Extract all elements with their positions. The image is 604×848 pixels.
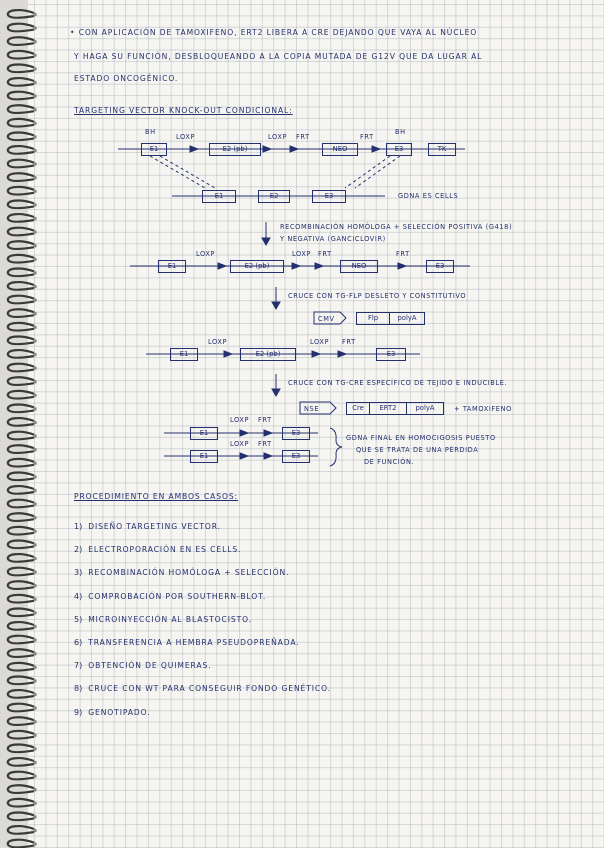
gdna-label: GDNA ES CELLS — [398, 192, 459, 200]
spiral-ring — [8, 405, 34, 413]
cre-polya: polyA — [406, 402, 444, 415]
d4a-exon-e1: E1 — [190, 427, 218, 440]
spiral-ring — [8, 731, 34, 739]
genome-exon-e1: E1 — [202, 190, 236, 203]
spiral-ring — [8, 459, 34, 467]
spiral-ring — [8, 785, 34, 793]
binding-hole — [33, 176, 37, 180]
spiral-ring — [8, 568, 34, 576]
spiral-ring — [8, 24, 34, 32]
spiral-ring — [8, 527, 34, 535]
binding-hole — [33, 81, 37, 85]
spiral-ring — [8, 173, 34, 181]
spiral-ring — [8, 486, 34, 494]
procedure-step-text: ELECTROPORACIÓN EN ES CELLS. — [88, 545, 242, 555]
binding-hole — [33, 26, 37, 30]
spiral-ring — [8, 364, 34, 372]
binding-hole — [33, 326, 37, 330]
d2-frt-2: FRT — [396, 250, 410, 258]
vector-exon-e2: E2 (pb) — [209, 143, 261, 156]
procedure-step-text: OBTENCIÓN DE QUIMERAS. — [88, 661, 212, 671]
d4b-exon-e3: E3 — [282, 450, 310, 463]
note-line-1: • CON APLICACIÓN DE TAMOXIFENO, ERT2 LIBERA A CRE DEJANDO QUE VAYA AL NÚCLEO — [70, 28, 478, 37]
binding-hole — [33, 162, 37, 166]
binding-hole — [33, 366, 37, 370]
spiral-ring — [8, 241, 34, 249]
binding-hole — [33, 54, 37, 58]
procedure-step — [74, 560, 289, 579]
spiral-ring — [8, 160, 34, 168]
binding-hole — [33, 434, 37, 438]
binding-hole — [33, 530, 37, 534]
spiral-ring — [8, 377, 34, 385]
label-loxp-2: LOXP — [268, 133, 288, 141]
d3-exon-e2: E2 (pb) — [240, 348, 296, 361]
binding-hole — [33, 94, 37, 98]
procedure-step — [74, 676, 331, 695]
spiral-ring — [8, 105, 34, 113]
binding-hole — [33, 734, 37, 738]
d2-exon-e1: E1 — [158, 260, 186, 273]
procedure-step-number: 5) — [74, 614, 83, 624]
binding-hole — [33, 747, 37, 751]
binding-hole — [33, 557, 37, 561]
spiral-ring — [8, 282, 34, 290]
binding-hole — [33, 394, 37, 398]
binding-hole — [33, 40, 37, 44]
step3-text: CRUCE CON TG-CRE ESPECÍFICO DE TEJIDO E INDUCIBLE. — [288, 379, 508, 387]
spiral-ring — [8, 78, 34, 86]
binding-hole — [33, 203, 37, 207]
spiral-ring — [8, 350, 34, 358]
binding-hole — [33, 788, 37, 792]
binding-hole — [33, 693, 37, 697]
d4-note-3: DE FUNCIÓN. — [364, 458, 415, 466]
binding-hole — [33, 489, 37, 493]
d4a-loxp: LOXP — [230, 416, 250, 424]
procedure-step-text: TRANSFERENCIA A HEMBRA PSEUDOPREÑADA. — [88, 638, 300, 647]
spiral-ring — [8, 119, 34, 127]
spiral-ring — [8, 473, 34, 481]
spiral-ring — [8, 92, 34, 100]
d2-exon-e2: E2 (pb) — [230, 260, 284, 273]
binding-hole — [33, 842, 37, 846]
spiral-ring — [8, 146, 34, 154]
procedure-step-number: 2) — [74, 545, 83, 555]
spiral-ring — [8, 323, 34, 331]
binding-hole — [33, 598, 37, 602]
spiral-ring — [8, 581, 34, 589]
spiral-ring — [8, 445, 34, 453]
d3-frt: FRT — [342, 338, 356, 346]
binding-hole — [33, 462, 37, 466]
procedure-step-text: COMPROBACIÓN POR SOUTHERN-BLOT. — [88, 591, 267, 601]
spiral-ring — [8, 500, 34, 508]
spiral-ring — [8, 663, 34, 671]
binding-hole — [33, 407, 37, 411]
label-bh-right: BH — [395, 128, 406, 136]
step2-text: CRUCE CON TG-FLP DESLETO Y CONSTITUTIVO — [288, 292, 467, 300]
genome-exon-e2: E2 — [258, 190, 290, 203]
binding-hole — [33, 666, 37, 670]
binding-hole — [33, 122, 37, 126]
spiral-ring — [8, 269, 34, 277]
binding-hole — [33, 108, 37, 112]
binding-hole — [33, 230, 37, 234]
flp-polya: polyA — [389, 312, 425, 325]
binding-hole — [33, 217, 37, 221]
spiral-ring — [8, 432, 34, 440]
binding-hole — [33, 380, 37, 384]
spiral-ring — [8, 799, 34, 807]
procedure-step — [74, 537, 241, 556]
binding-hole — [33, 761, 37, 765]
genome-exon-e3: E3 — [312, 190, 346, 203]
procedure-step-number: 1) — [74, 522, 83, 531]
spiral-ring — [8, 649, 34, 657]
step1-text-1: RECOMBINACIÓN HOMÓLOGA + SELECCIÓN POSITIVA (G418) — [280, 223, 513, 231]
spiral-ring — [8, 745, 34, 753]
spiral-ring — [8, 595, 34, 603]
binding-hole — [33, 652, 37, 656]
binding-hole — [33, 815, 37, 819]
binding-hole — [33, 543, 37, 547]
d4a-frt: FRT — [258, 416, 272, 424]
binding-hole — [33, 258, 37, 262]
vector-tk-cassette: TK — [428, 143, 456, 156]
spiral-ring — [8, 636, 34, 644]
procedure-step-text: MICROINYECCIÓN AL BLASTOCISTO. — [88, 614, 253, 624]
binding-hole — [33, 353, 37, 357]
procedure-step — [74, 630, 300, 649]
spiral-ring — [8, 51, 34, 59]
spiral-binding — [0, 0, 40, 848]
binding-hole — [33, 271, 37, 275]
binding-hole — [33, 679, 37, 683]
spiral-ring — [8, 37, 34, 45]
section-heading: TARGETING VECTOR KNOCK-OUT CONDICIONAL: — [74, 106, 293, 115]
d3-exon-e3: E3 — [376, 348, 406, 361]
spiral-ring — [8, 10, 34, 18]
spiral-ring — [8, 201, 34, 209]
d4b-loxp: LOXP — [230, 440, 250, 448]
spiral-ring — [8, 337, 34, 345]
spiral-ring — [8, 296, 34, 304]
cmv-promoter: CMV — [318, 315, 335, 323]
spiral-ring — [8, 677, 34, 685]
tamoxifen-label: + TAMOXIFENO — [454, 405, 512, 413]
binding-hole — [33, 802, 37, 806]
binding-hole — [33, 570, 37, 574]
spiral-ring — [8, 840, 34, 848]
d3-loxp-1: LOXP — [208, 338, 228, 346]
binding-hole — [33, 339, 37, 343]
spiral-ring — [8, 513, 34, 521]
spiral-ring — [8, 187, 34, 195]
binding-hole — [33, 190, 37, 194]
binding-hole — [33, 584, 37, 588]
d3-loxp-2: LOXP — [310, 338, 330, 346]
step1-text-2: Y NEGATIVA (GANCICLOVIR) — [280, 235, 386, 243]
binding-hole — [33, 298, 37, 302]
procedure-step — [74, 653, 212, 672]
procedure-step-number: 8) — [74, 684, 83, 694]
d4-note-1: GDNA FINAL EN HOMOCIGOSIS PUESTO — [346, 434, 496, 442]
label-frt-2: FRT — [360, 133, 374, 141]
procedure-step-number: 7) — [74, 661, 83, 671]
procedure-step-number: 3) — [74, 568, 83, 578]
d2-exon-e3: E3 — [426, 260, 454, 273]
binding-hole — [33, 67, 37, 71]
nse-promoter: NSE — [304, 405, 320, 413]
procedure-step-number: 9) — [74, 707, 83, 717]
procedure-step — [74, 607, 252, 626]
binding-hole — [33, 135, 37, 139]
binding-hole — [33, 638, 37, 642]
vector-neo-cassette: NEO — [322, 143, 358, 156]
label-frt-1: FRT — [296, 133, 310, 141]
vector-exon-e3: E3 — [386, 143, 412, 156]
binding-hole — [33, 611, 37, 615]
d2-loxp-1: LOXP — [196, 250, 216, 258]
spiral-ring — [8, 717, 34, 725]
procedure-step-text: RECOMBINACIÓN HOMÓLOGA + SELECCIÓN. — [88, 568, 290, 578]
binding-hole — [33, 244, 37, 248]
binding-hole — [33, 625, 37, 629]
spiral-ring — [8, 255, 34, 263]
d4b-exon-e1: E1 — [190, 450, 218, 463]
binding-hole — [33, 475, 37, 479]
procedure-step — [74, 584, 266, 603]
d2-frt-1: FRT — [318, 250, 332, 258]
procedure-heading: PROCEDIMIENTO EN AMBOS CASOS: — [74, 492, 239, 501]
d3-exon-e1: E1 — [170, 348, 198, 361]
ert2-domain: ERT2 — [369, 402, 407, 415]
spiral-ring — [8, 391, 34, 399]
binding-hole — [33, 149, 37, 153]
spiral-ring — [8, 622, 34, 630]
spiral-ring — [8, 65, 34, 73]
label-bh-left: BH — [145, 128, 156, 136]
d2-neo-cassette: NEO — [340, 260, 378, 273]
binding-hole — [33, 285, 37, 289]
procedure-step-text: CRUCE CON WT PARA CONSEGUIR FONDO GENÉTICO. — [88, 684, 332, 694]
spiral-ring — [8, 228, 34, 236]
spiral-ring — [8, 214, 34, 222]
spiral-ring — [8, 418, 34, 426]
notebook-page — [28, 0, 604, 848]
binding-hole — [33, 312, 37, 316]
spiral-ring — [8, 133, 34, 141]
binding-hole — [33, 502, 37, 506]
note-line-2: Y HAGA SU FUNCIÓN, DESBLOQUEANDO A LA COPIA MUTADA DE G12V QUE DA LUGAR AL — [74, 52, 483, 61]
spiral-ring — [8, 813, 34, 821]
procedure-step — [74, 700, 151, 719]
d4b-frt: FRT — [258, 440, 272, 448]
spiral-ring — [8, 554, 34, 562]
procedure-step-number: 6) — [74, 638, 83, 647]
flp-gene: Flp — [356, 312, 390, 325]
d4a-exon-e3: E3 — [282, 427, 310, 440]
label-loxp-1: LOXP — [176, 133, 196, 141]
spiral-ring — [8, 690, 34, 698]
procedure-step-number: 4) — [74, 591, 83, 601]
note-line-3: ESTADO ONCOGÉNICO. — [74, 74, 179, 83]
procedure-step — [74, 514, 221, 533]
binding-hole — [33, 774, 37, 778]
spiral-ring — [8, 309, 34, 317]
cre-gene: Cre — [346, 402, 370, 415]
d2-loxp-2: LOXP — [292, 250, 312, 258]
spiral-ring — [8, 758, 34, 766]
spiral-ring — [8, 704, 34, 712]
spiral-ring — [8, 541, 34, 549]
spiral-ring — [8, 826, 34, 834]
spiral-ring — [8, 772, 34, 780]
spiral-ring — [8, 609, 34, 617]
binding-hole — [33, 829, 37, 833]
d4-note-2: QUE SE TRATA DE UNA PÉRDIDA — [356, 446, 479, 454]
procedure-step-text: GENOTIPADO. — [88, 707, 151, 717]
binding-hole — [33, 421, 37, 425]
binding-hole — [33, 13, 37, 17]
procedure-step-text: DISEÑO TARGETING VECTOR. — [88, 522, 221, 531]
binding-hole — [33, 706, 37, 710]
binding-hole — [33, 448, 37, 452]
binding-hole — [33, 720, 37, 724]
vector-exon-e1: E1 — [141, 143, 167, 156]
binding-hole — [33, 516, 37, 520]
